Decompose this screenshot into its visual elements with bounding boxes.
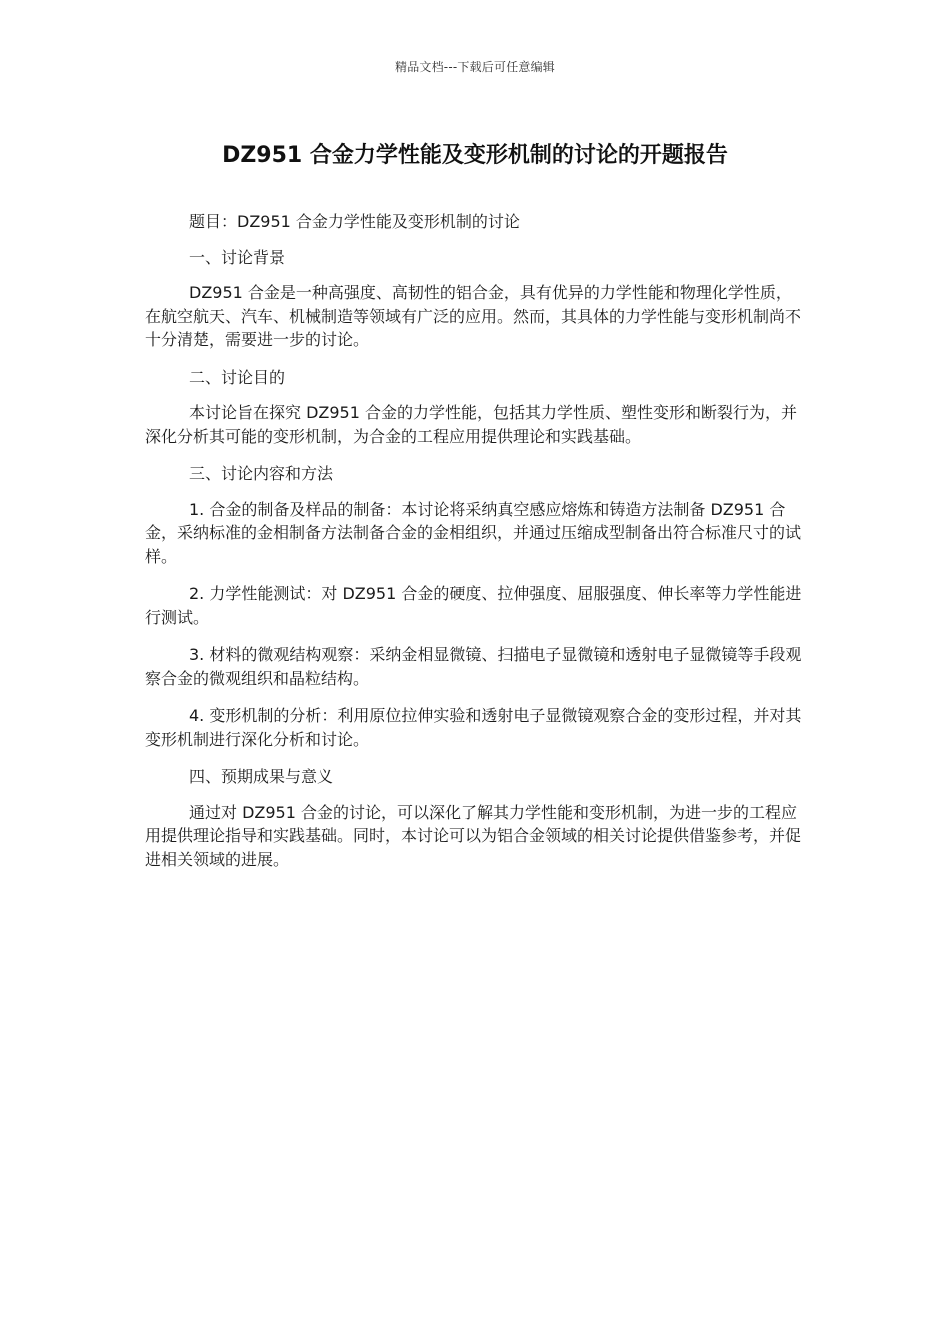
method-item-1: 1. 合金的制备及样品的制备：本讨论将采纳真空感应熔炼和铸造方法制备 DZ951 合金，采纳标准的金相制备方法制备合金的金相组织，并通过压缩成型制备出符合标准尺寸的试样。: [145, 499, 802, 566]
topic-line: 题目：DZ951 合金力学性能及变形机制的讨论: [189, 212, 520, 231]
page-header: 精品文档---下载后可任意编辑: [395, 60, 555, 74]
section-paragraph-purpose: 本讨论旨在探究 DZ951 合金的力学性能，包括其力学性质、塑性变形和断裂行为，并深化分析其可能的变形机制，为合金的工程应用提供理论和实践基础。: [145, 403, 797, 446]
section-paragraph-background: DZ951 合金是一种高强度、高韧性的铝合金，具有优异的力学性能和物理化学性质，在航空航天、汽车、机械制造等领域有广泛的应用。然而，其具体的力学性能与变形机制尚不十分清楚，需要进一步的讨论。: [145, 283, 802, 349]
section-heading-methods: 三、讨论内容和方法: [189, 464, 334, 483]
document-title: DZ951 合金力学性能及变形机制的讨论的开题报告: [222, 143, 728, 168]
section-paragraph-expected: 通过对 DZ951 合金的讨论，可以深化了解其力学性能和变形机制，为进一步的工程应用提供理论指导和实践基础。同时，本讨论可以为铝合金领域的相关讨论提供借鉴参考，并促进相关领域的进展。: [145, 802, 802, 869]
section-heading-background: 一、讨论背景: [189, 247, 286, 267]
method-item-3: 3. 材料的微观结构观察：采纳金相显微镜、扫描电子显微镜和透射电子显微镜等手段观察合金的微观组织和晶粒结构。: [145, 645, 802, 688]
section-heading-purpose: 二、讨论目的: [189, 367, 286, 387]
document-body: [145, 210, 807, 885]
method-item-2: 2. 力学性能测试：对 DZ951 合金的硬度、拉伸强度、屈服强度、伸长率等力学性能进行测试。: [145, 584, 802, 627]
section-heading-expected: 四、预期成果与意义: [189, 767, 334, 786]
method-item-4: 4. 变形机制的分析：利用原位拉伸实验和透射电子显微镜观察合金的变形过程，并对其变形机制进行深化分析和讨论。: [145, 706, 802, 749]
